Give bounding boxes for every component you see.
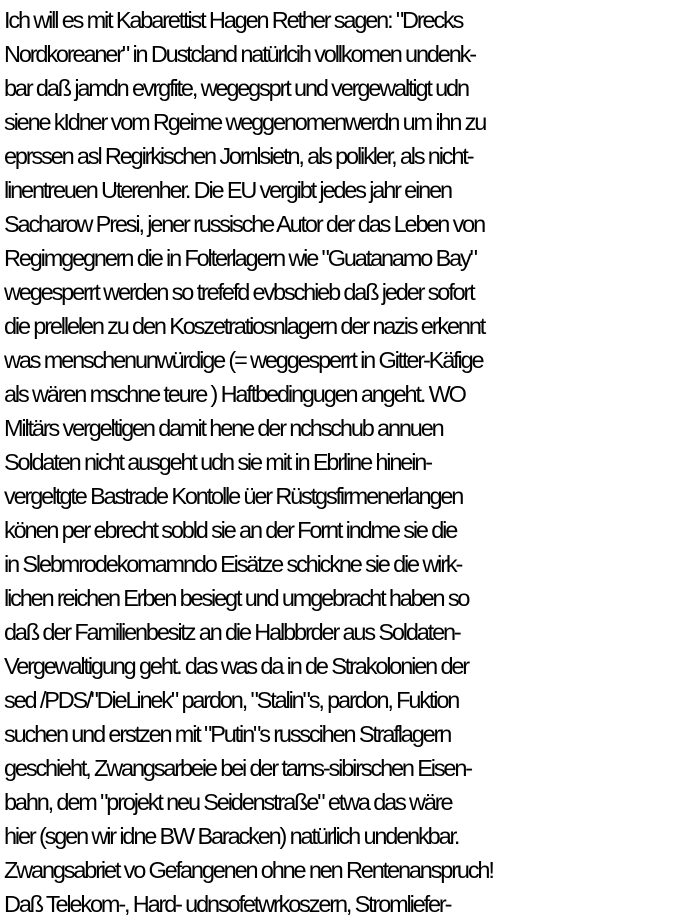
text-line: Vergewaltigung geht. das was da in de Strakolonien der	[4, 653, 468, 679]
text-line: daß der Familienbesitz an die Halbbrder aus Soldaten-	[4, 619, 460, 645]
text-line: vergeltgte Bastrade Kontolle üer Rüstgsfirmenerlangen	[4, 483, 463, 509]
text-line: wegesperrt werden so trefefd evbschieb daß jeder sofort	[4, 279, 474, 305]
text-line: lichen reichen Erben besiegt und umgebracht haben so	[4, 585, 469, 611]
text-line: könen per ebrecht sobld sie an der Fornt indme sie die	[4, 517, 457, 543]
text-line: eprssen asl Regirkischen Jornlsietn, als polikler, als nicht-	[4, 143, 473, 169]
text-line: Nordkoreaner" in Dustcland natürlcih vollkomen undenk-	[4, 41, 475, 67]
text-line: die prellelen zu den Koszetratiosnlagern der nazis erkennt	[4, 313, 485, 339]
text-line: suchen und erstzen mit "Putin"s russcihen Straflagern	[4, 721, 451, 747]
text-line: in Slebmrodekomamndo Eisätze schickne sie die wirk-	[4, 551, 462, 577]
text-line: Miltärs vergeltigen damit hene der nchschub annuen	[4, 415, 443, 441]
text-line: sed /PDS/"DieLinek" pardon, "Stalin"s, pardon, Fuktion	[4, 687, 459, 713]
text-line: was menschenunwürdige (= weggesperrt in Gitter-Käfige	[4, 347, 483, 373]
text-line: Regimgegnern die in Folterlagern wie "Guatanamo Bay"	[4, 245, 476, 271]
text-line: bar daß jamdn evrgfite, wegegsprt und vergewaltigt udn	[4, 75, 468, 101]
document-body	[4, 3, 684, 921]
text-line: Zwangsabriet vo Gefangenen ohne nen Rentenanspruch!	[4, 857, 493, 883]
text-line: geschieht, Zwangsarbeie bei der tarns-sibirschen Eisen-	[4, 755, 471, 781]
text-line: hier (sgen wir idne BW Baracken) natürlich undenkbar.	[4, 823, 459, 849]
text-line: bahn, dem "projekt neu Seidenstraße" etwa das wäre	[4, 789, 452, 815]
text-line: Daß Telekom-, Hard- udnsofetwrkoszern, Stromliefer-	[4, 891, 451, 917]
text-line: siene kIdner vom Rgeime weggenomenwerdn um ihn zu	[4, 109, 486, 135]
text-line: linentreuen Uterenher. Die EU vergibt jedes jahr einen	[4, 177, 451, 203]
text-line: als wären mschne teure ) Haftbedingugen angeht. WO	[4, 381, 465, 407]
text-line: Sacharow Presi, jener russische Autor der das Leben von	[4, 211, 485, 237]
text-line: Ich will es mit Kabarettist Hagen Rether sagen: "Drecks	[4, 7, 463, 33]
text-line: Soldaten nicht ausgeht udn sie mit in Ebrline hinein-	[4, 449, 431, 475]
